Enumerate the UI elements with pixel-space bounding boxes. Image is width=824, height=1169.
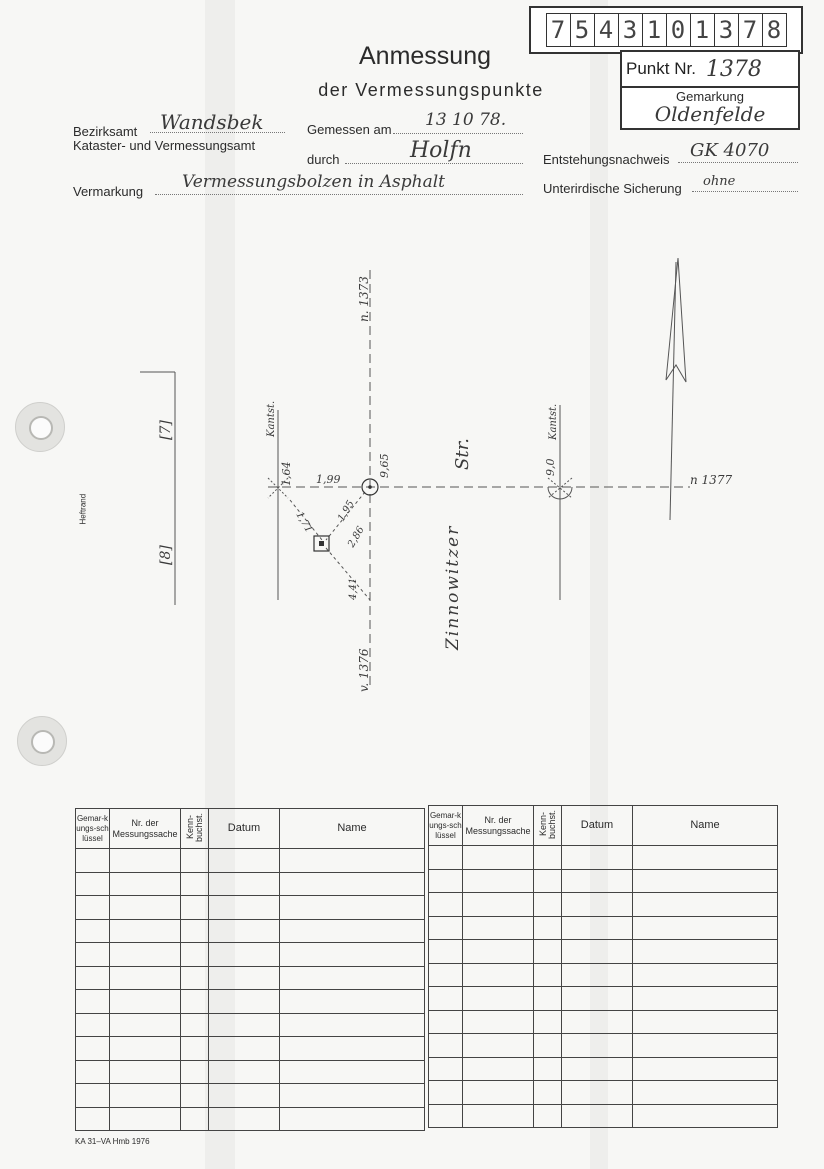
table-cell (534, 1034, 562, 1058)
table-cell (76, 1107, 110, 1131)
table-row (76, 966, 425, 990)
table-cell (110, 849, 181, 873)
gemarkung-value: Oldenfelde (654, 102, 766, 126)
table-cell (534, 940, 562, 964)
table-cell (280, 872, 425, 896)
form-code: KA 31–VA Hmb 1976 (75, 1137, 150, 1146)
north-arrow-shaft (670, 262, 676, 520)
table-cell (633, 846, 778, 870)
label-n1373: n. 1373 (357, 276, 371, 322)
table-cell (463, 987, 534, 1011)
table-cell (209, 896, 280, 920)
table-cell (534, 963, 562, 987)
label-d199: 1,99 (316, 473, 341, 486)
table-cell (633, 963, 778, 987)
table-cell (110, 1084, 181, 1108)
table-row (76, 1013, 425, 1037)
table-cell (181, 919, 209, 943)
table-cell (76, 943, 110, 967)
col-datum: Datum (562, 806, 633, 846)
table-cell (181, 849, 209, 873)
table-cell (76, 919, 110, 943)
table-cell (633, 1104, 778, 1128)
table-cell (633, 1081, 778, 1105)
table-row (429, 1034, 778, 1058)
record-table-right (428, 805, 778, 1128)
table-row (429, 869, 778, 893)
table-cell (534, 1081, 562, 1105)
col-datum: Datum (209, 809, 280, 849)
table-cell (209, 1060, 280, 1084)
table-cell (429, 940, 463, 964)
table-cell (280, 1013, 425, 1037)
table-cell (110, 990, 181, 1014)
table-cell (280, 919, 425, 943)
table-cell (181, 966, 209, 990)
amt-label: Kataster- und Vermessungsamt (73, 138, 256, 153)
table-cell (76, 896, 110, 920)
table-cell (633, 987, 778, 1011)
punkt-label: Punkt Nr. (626, 59, 696, 78)
table-cell (209, 849, 280, 873)
document-number-digit: 5 (571, 14, 595, 46)
table-cell (633, 916, 778, 940)
durch-label: durch (307, 152, 340, 167)
table-cell (209, 1084, 280, 1108)
table-cell (110, 966, 181, 990)
record-table-left (75, 808, 425, 1131)
table-cell (534, 846, 562, 870)
document-number-digit: 7 (739, 14, 763, 46)
table-cell (534, 1010, 562, 1034)
col-nr-messungssache: Nr. der Messungssache (463, 806, 534, 846)
table-row (429, 940, 778, 964)
table-row (76, 1060, 425, 1084)
document-number-digit: 3 (715, 14, 739, 46)
gemessen-label: Gemessen am (307, 122, 392, 137)
col-nr-messungssache: Nr. der Messungssache (110, 809, 181, 849)
table-cell (534, 1104, 562, 1128)
table-cell (209, 943, 280, 967)
label-d441: 4,41 (348, 577, 359, 600)
label-kantst-right: Kantst. (548, 403, 559, 440)
table-cell (562, 1057, 633, 1081)
table-cell (181, 990, 209, 1014)
table-cell (463, 1081, 534, 1105)
table-cell (209, 966, 280, 990)
table-cell (534, 1057, 562, 1081)
page-title: Anmessung (358, 42, 492, 70)
table-cell (463, 1104, 534, 1128)
table-row (76, 849, 425, 873)
document-number-digit: 7 (547, 14, 571, 46)
table-cell (534, 987, 562, 1011)
col-name: Name (633, 806, 778, 846)
table-row (429, 987, 778, 1011)
table-row (76, 919, 425, 943)
table-cell (429, 869, 463, 893)
unterirdisch-value: ohne (703, 174, 736, 189)
table-row (429, 1081, 778, 1105)
table-cell (633, 1034, 778, 1058)
table-cell (76, 1084, 110, 1108)
label-d164: 1,64 (280, 461, 293, 486)
north-arrow-head (666, 258, 686, 382)
table-cell (76, 966, 110, 990)
table-cell (280, 990, 425, 1014)
table-cell (209, 1037, 280, 1061)
label-d171: 1,71 (293, 510, 315, 535)
table-row (429, 1104, 778, 1128)
table-cell (562, 869, 633, 893)
label-bracket7: [7] (158, 420, 174, 440)
table-cell (280, 1037, 425, 1061)
table-cell (534, 893, 562, 917)
table-cell (280, 1084, 425, 1108)
table-cell (562, 1081, 633, 1105)
table-cell (76, 872, 110, 896)
table-cell (209, 1013, 280, 1037)
table-row (76, 872, 425, 896)
table-cell (209, 872, 280, 896)
table-cell (429, 846, 463, 870)
table-cell (110, 919, 181, 943)
gemessen-value: 13 10 78. (425, 110, 507, 130)
table-row (76, 1037, 425, 1061)
document-number-digit: 1 (643, 14, 667, 46)
table-cell (110, 896, 181, 920)
table-cell (429, 963, 463, 987)
label-d195: 1,95 (336, 498, 357, 524)
table-row (429, 1057, 778, 1081)
table-cell (534, 869, 562, 893)
document-number-digit: 3 (619, 14, 643, 46)
table-cell (429, 987, 463, 1011)
table-row (429, 963, 778, 987)
vermarkung-value: Vermessungsbolzen in Asphalt (182, 172, 445, 192)
table-cell (463, 940, 534, 964)
bezirksamt-value: Wandsbek (160, 110, 264, 134)
table-row (76, 1107, 425, 1131)
table-cell (463, 963, 534, 987)
table-cell (429, 916, 463, 940)
table-cell (562, 846, 633, 870)
table-cell (562, 1010, 633, 1034)
table-cell (181, 872, 209, 896)
table-row (76, 990, 425, 1014)
col-kennbuchst: Kenn-buchst. (534, 806, 562, 846)
table-cell (633, 893, 778, 917)
unterirdisch-label: Unterirdische Sicherung (543, 181, 682, 196)
table-cell (463, 846, 534, 870)
table-cell (209, 919, 280, 943)
document-number-digit: 4 (595, 14, 619, 46)
table-cell (280, 1060, 425, 1084)
table-cell (562, 1034, 633, 1058)
table-cell (562, 1104, 633, 1128)
table-cell (429, 1081, 463, 1105)
table-cell (633, 940, 778, 964)
table-cell (463, 916, 534, 940)
table-row (429, 916, 778, 940)
table-cell (534, 916, 562, 940)
table-row (76, 1084, 425, 1108)
table-cell (429, 893, 463, 917)
table-cell (181, 896, 209, 920)
table-row (76, 943, 425, 967)
table-cell (181, 1037, 209, 1061)
table-cell (181, 1013, 209, 1037)
table-cell (209, 990, 280, 1014)
table-cell (280, 896, 425, 920)
table-cell (110, 872, 181, 896)
table-cell (562, 940, 633, 964)
table-cell (463, 1034, 534, 1058)
table-row (429, 1010, 778, 1034)
document-number-digit: 8 (766, 16, 782, 44)
table-cell (76, 1013, 110, 1037)
table-cell (429, 1034, 463, 1058)
entstehung-label: Entstehungsnachweis (543, 152, 670, 167)
col-gemarkungsschluessel: Gemar-kungs-schlüssel (429, 806, 463, 846)
table-cell (209, 1107, 280, 1131)
table-cell (110, 1037, 181, 1061)
table-cell (463, 1057, 534, 1081)
punkt-value: 1378 (705, 56, 762, 82)
bezirksamt-label: Bezirksamt (73, 124, 138, 139)
label-n1377: n 1377 (690, 473, 733, 487)
table-cell (181, 1084, 209, 1108)
table-cell (280, 849, 425, 873)
table-cell (463, 869, 534, 893)
table-cell (633, 1057, 778, 1081)
table-cell (181, 1107, 209, 1131)
document-number-digit: 0 (667, 14, 691, 46)
table-cell (110, 1060, 181, 1084)
col-gemarkungsschluessel: Gemar-kungs-schlüssel (76, 809, 110, 849)
label-kantst-left: Kantst. (266, 400, 277, 437)
table-cell (76, 849, 110, 873)
table-cell (110, 1013, 181, 1037)
table-cell (76, 1037, 110, 1061)
page-subtitle: der Vermessungspunkte (318, 80, 544, 100)
col-kennbuchst: Kenn-buchst. (181, 809, 209, 849)
table-row (429, 846, 778, 870)
document-number-digit: 1 (691, 14, 715, 46)
table-cell (463, 893, 534, 917)
table-cell (562, 893, 633, 917)
label-d965: 9,65 (378, 453, 391, 478)
table-cell (280, 966, 425, 990)
label-v1376: v. 1376 (357, 648, 371, 692)
table-cell (110, 1107, 181, 1131)
table-cell (429, 1104, 463, 1128)
table-cell (280, 943, 425, 967)
table-cell (562, 987, 633, 1011)
table-cell (76, 1060, 110, 1084)
label-d900: 9,0 (544, 458, 557, 476)
table-cell (429, 1010, 463, 1034)
table-cell (280, 1107, 425, 1131)
table-cell (463, 1010, 534, 1034)
survey-point-center (368, 485, 372, 489)
entstehung-value: GK 4070 (690, 140, 770, 161)
table-cell (76, 990, 110, 1014)
label-d286: 2,86 (346, 524, 367, 550)
table-cell (110, 943, 181, 967)
durch-value: Holfn (410, 138, 472, 163)
table-cell (181, 943, 209, 967)
table-cell (429, 1057, 463, 1081)
label-street-str: Str. (452, 438, 473, 470)
table-cell (633, 869, 778, 893)
table-cell (633, 1010, 778, 1034)
vermarkung-label: Vermarkung (73, 184, 144, 199)
reference-square-center (319, 541, 324, 546)
table-cell (562, 963, 633, 987)
table-row (429, 893, 778, 917)
col-name: Name (280, 809, 425, 849)
table-cell (181, 1060, 209, 1084)
label-street-name: Zinnowitzer (443, 524, 463, 650)
gemarkung-label: Gemarkung (676, 89, 744, 104)
table-cell (562, 916, 633, 940)
table-row (76, 896, 425, 920)
heftrand-label: Heftrand (78, 493, 88, 525)
label-bracket8: [8] (158, 545, 174, 565)
